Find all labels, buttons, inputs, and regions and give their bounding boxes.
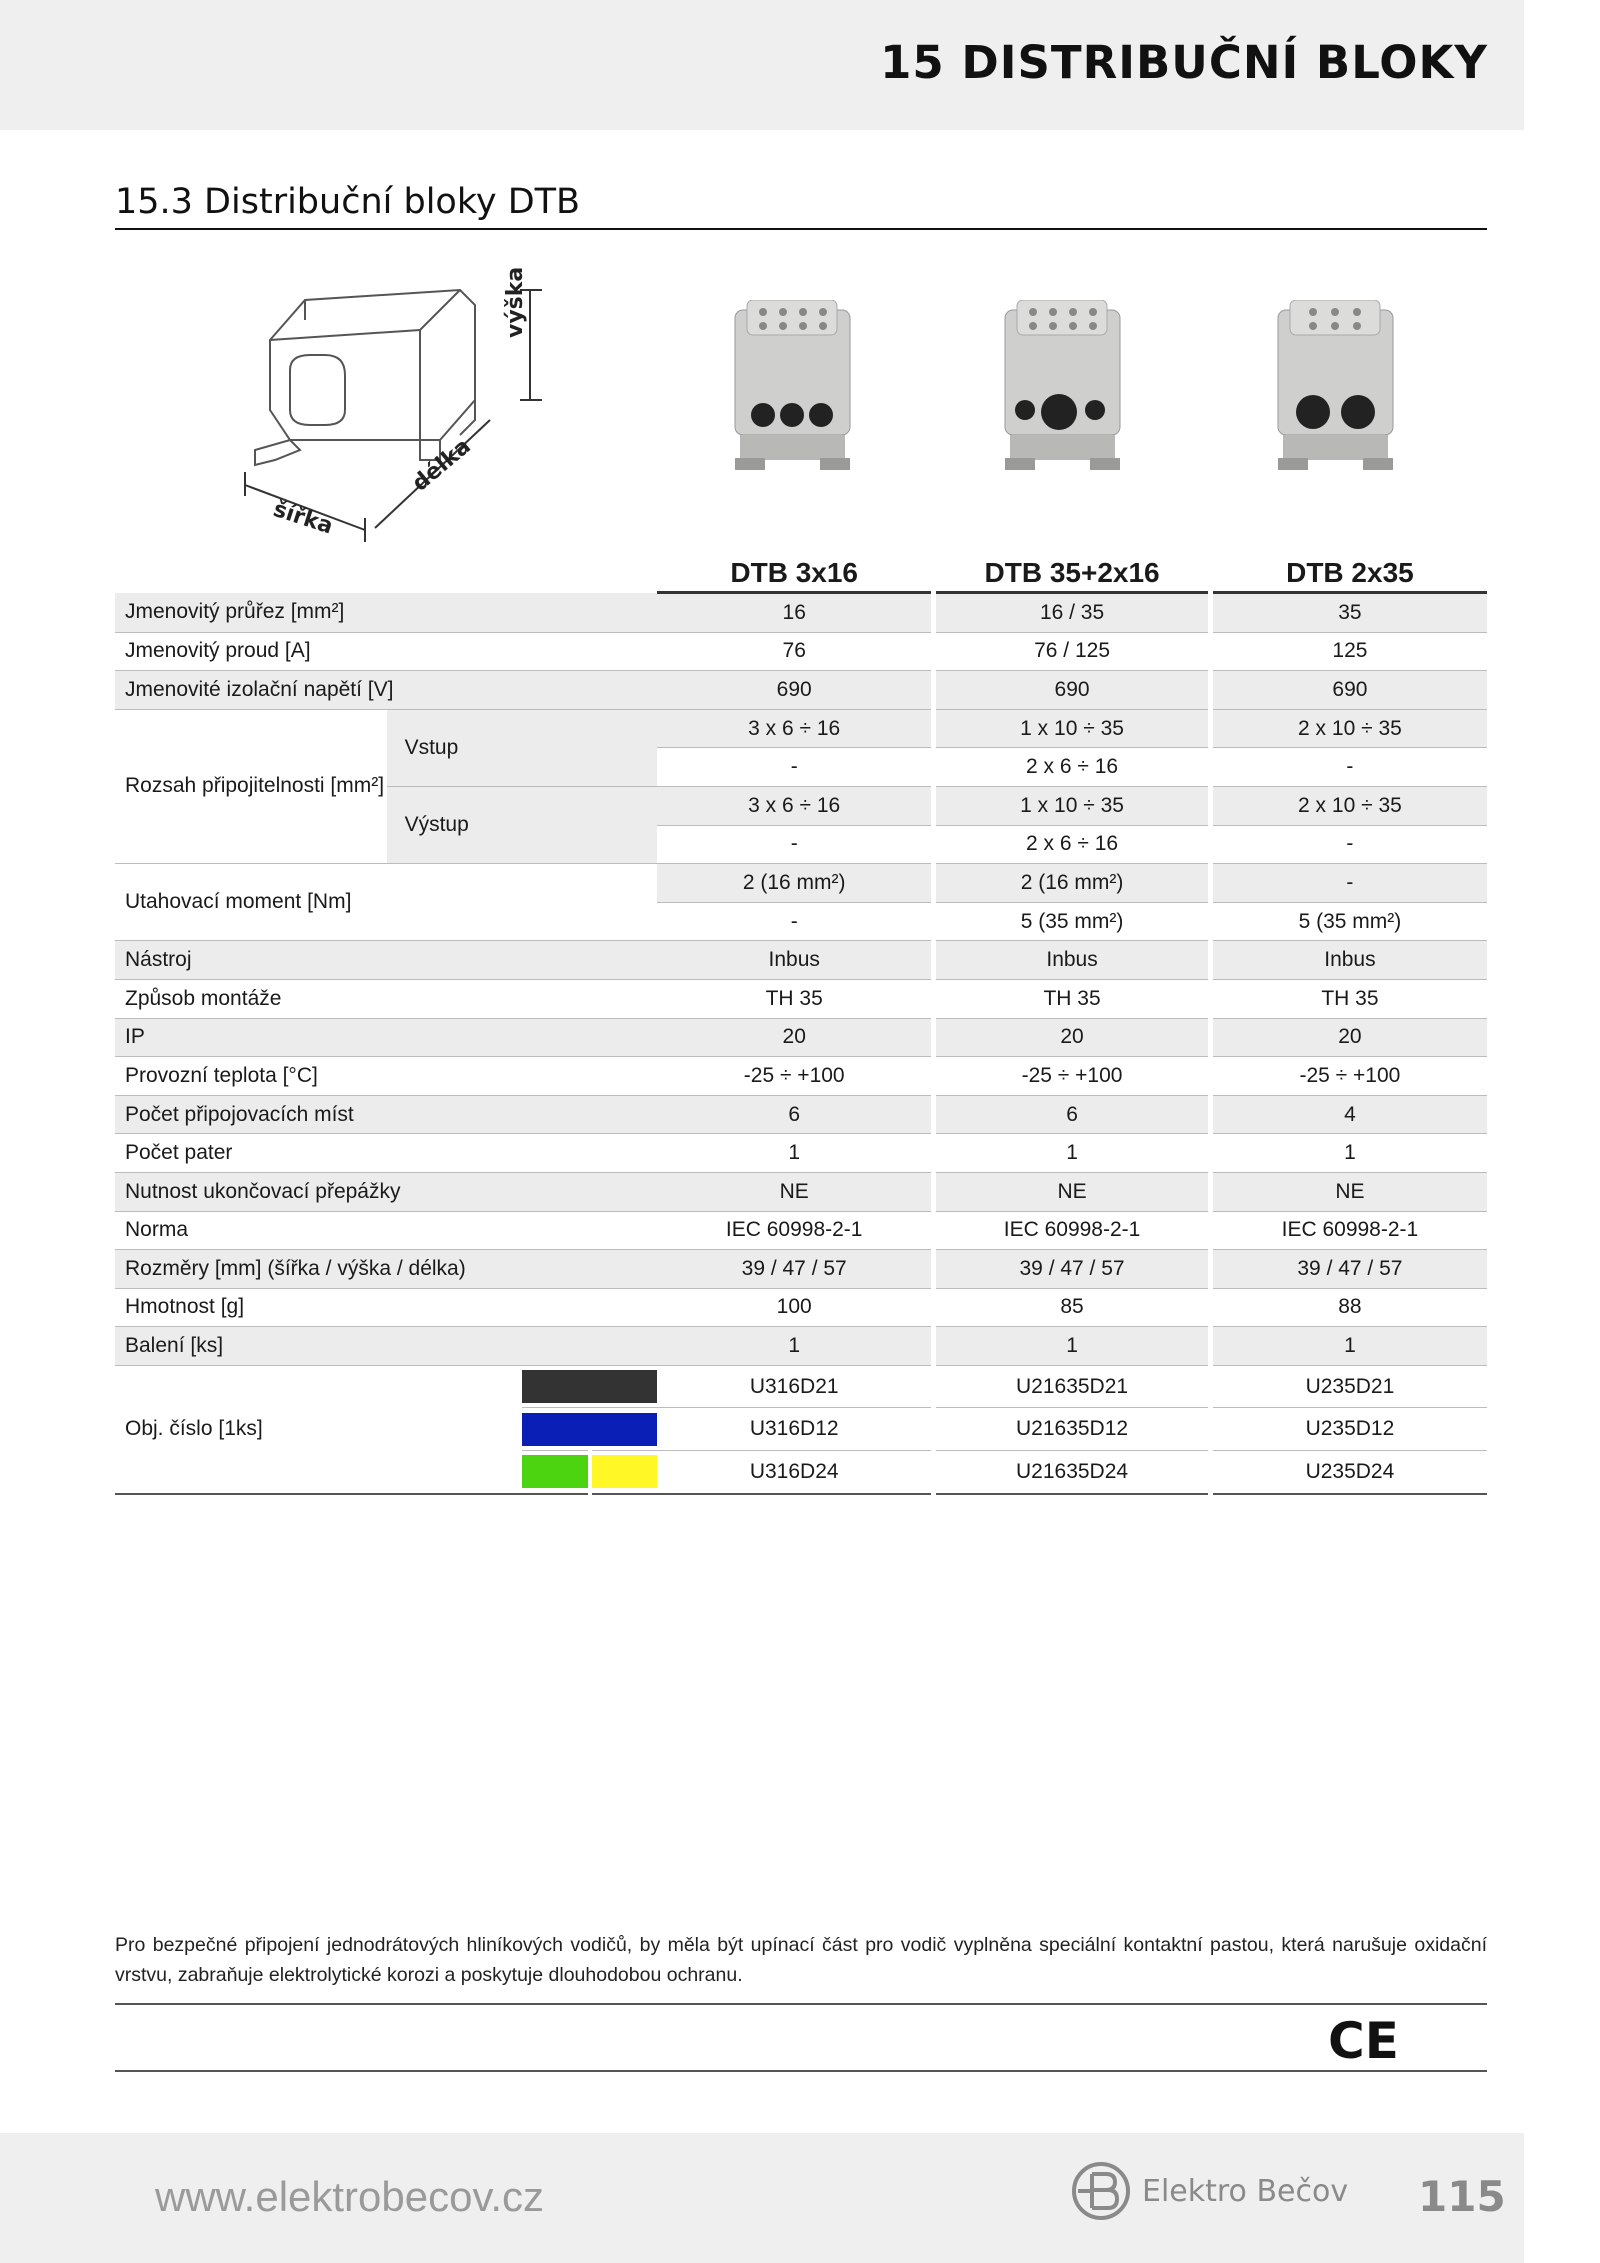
vystup-label: Výstup bbox=[387, 786, 658, 863]
website-link[interactable]: www.elektrobecov.cz bbox=[155, 2173, 545, 2220]
table-row: Hmotnost [g] 100 85 88 bbox=[115, 1288, 1487, 1327]
product-header-2: DTB 35+2x16 bbox=[934, 545, 1211, 593]
table-row: U316D12 U21635D12 U235D12 bbox=[115, 1408, 1487, 1451]
page-number: 115 bbox=[1418, 2172, 1506, 2221]
table-row: Počet připojovacích míst 6 6 4 bbox=[115, 1095, 1487, 1134]
table-row: Nutnost ukončovací přepážky NE NE NE bbox=[115, 1172, 1487, 1211]
brand-name: Elektro Bečov bbox=[1142, 2173, 1349, 2209]
divider bbox=[115, 2003, 1487, 2005]
product-photo-dtb-2x35 bbox=[1268, 300, 1403, 475]
table-row: Jmenovitý průřez [mm²] 16 16 / 35 35 bbox=[115, 593, 1487, 633]
color-swatch-green bbox=[522, 1455, 587, 1488]
length-label: délka bbox=[407, 433, 476, 497]
table-row: Norma IEC 60998-2-1 IEC 60998-2-1 IEC 60998-2-1 bbox=[115, 1211, 1487, 1250]
product-header-1: DTB 3x16 bbox=[657, 545, 934, 593]
color-swatch-blue bbox=[522, 1413, 657, 1446]
table-row: Obj. číslo [1ks] U316D21 U21635D21 U235D21 bbox=[115, 1365, 1487, 1408]
table-row: Rozsah připojitelnosti [mm²] Vstup 3 x 6 ÷ 16 1 x 10 ÷ 35 2 x 10 ÷ 35 bbox=[115, 709, 1487, 748]
table-header-row bbox=[115, 545, 1487, 593]
table-row: - 5 (35 mm²) 5 (35 mm²) bbox=[115, 902, 1487, 941]
table-row: Jmenovité izolační napětí [V] 690 690 690 bbox=[115, 671, 1487, 710]
divider bbox=[115, 2070, 1487, 2072]
dimension-diagram bbox=[230, 260, 560, 560]
vstup-label: Vstup bbox=[387, 709, 658, 786]
table-row: IP 20 20 20 bbox=[115, 1018, 1487, 1057]
color-swatch-yellow bbox=[592, 1455, 657, 1488]
section-rule bbox=[115, 228, 1487, 230]
product-photo-dtb-35-2x16 bbox=[995, 300, 1130, 475]
footnote: Pro bezpečné připojení jednodrátových hliníkových vodičů, by měla být upínací část pro vodič vyplněna speciální kontaktní pastou, která narušuje oxidační vrstvu, zabraňuje elektrolytické korozi a poskytuje dlouhodobou ochranu. bbox=[115, 1934, 1487, 1986]
product-header-3: DTB 2x35 bbox=[1210, 545, 1487, 593]
product-photo-dtb-3x16 bbox=[725, 300, 860, 475]
table-row: Výstup 3 x 6 ÷ 16 1 x 10 ÷ 35 2 x 10 ÷ 35 bbox=[115, 786, 1487, 825]
table-row: Rozměry [mm] (šířka / výška / délka) 39 / 47 / 57 39 / 47 / 57 39 / 47 / 57 bbox=[115, 1250, 1487, 1289]
moment-label: Utahovací moment [Nm] bbox=[115, 864, 657, 941]
chapter-title: 15 DISTRIBUČNÍ BLOKY bbox=[880, 36, 1488, 89]
width-label: šířka bbox=[270, 496, 336, 540]
section-title: 15.3 Distribuční bloky DTB bbox=[115, 182, 581, 222]
table-row: - 2 x 6 ÷ 16 - bbox=[115, 748, 1487, 787]
rozsah-label: Rozsah připojitelnosti [mm²] bbox=[115, 709, 387, 863]
table-row: Balení [ks] 1 1 1 bbox=[115, 1327, 1487, 1366]
table-row: Způsob montáže TH 35 TH 35 TH 35 bbox=[115, 979, 1487, 1018]
table-row: Provozní teplota [°C] -25 ÷ +100 -25 ÷ +100 -25 ÷ +100 bbox=[115, 1057, 1487, 1096]
table-row: Počet pater 1 1 1 bbox=[115, 1134, 1487, 1173]
table-row: Utahovací moment [Nm] 2 (16 mm²) 2 (16 mm²) - bbox=[115, 864, 1487, 903]
table-row: U316D24 U21635D24 U235D24 bbox=[115, 1451, 1487, 1494]
table-row: Nástroj Inbus Inbus Inbus bbox=[115, 941, 1487, 980]
table-row: - 2 x 6 ÷ 16 - bbox=[115, 825, 1487, 864]
brand-logo bbox=[1070, 2160, 1348, 2222]
color-swatch-black bbox=[522, 1370, 657, 1403]
elektro-becov-logo-icon bbox=[1070, 2160, 1132, 2222]
obj-label: Obj. číslo [1ks] bbox=[115, 1365, 522, 1493]
spec-table bbox=[115, 545, 1487, 1495]
height-label: výška bbox=[503, 266, 528, 338]
table-row: Jmenovitý proud [A] 76 76 / 125 125 bbox=[115, 632, 1487, 671]
ce-mark-icon: CE bbox=[1328, 2012, 1399, 2070]
